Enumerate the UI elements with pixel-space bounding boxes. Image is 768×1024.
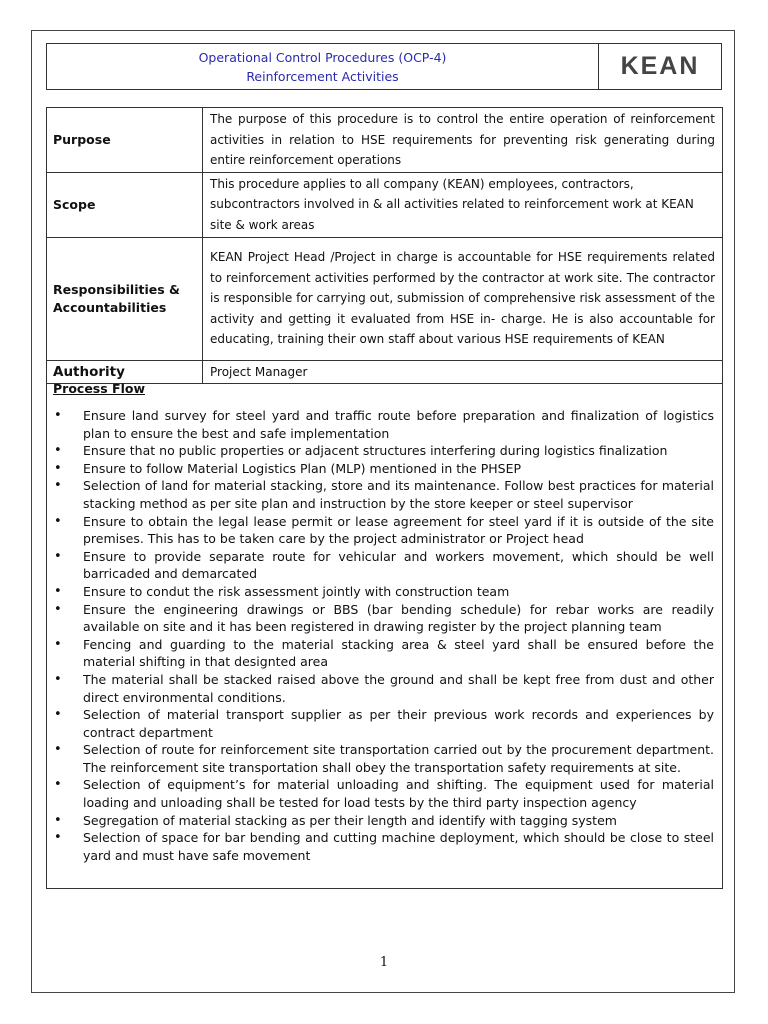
list-item: • Selection of route for reinforcement site transportation carried out by the procurement department. The reinforcement site transportation shall obey the transportation safety requirements at site. bbox=[47, 741, 722, 776]
purpose-value: The purpose of this procedure is to control the entire operation of reinforcement activities in relation to HSE requirements for preventing risk generating during entire reinforcement operations bbox=[203, 108, 723, 173]
process-flow-title: Process Flow bbox=[53, 381, 145, 396]
logo-cell bbox=[599, 44, 721, 89]
header-title bbox=[47, 44, 599, 89]
list-item: • Ensure land survey for steel yard and traffic route before preparation and finalization of logistics plan to ensure the best and safe implementation bbox=[47, 407, 722, 442]
purpose-label: Purpose bbox=[47, 108, 203, 173]
list-item: • Selection of space for bar bending and cutting machine deployment, which should be close to steel yard and must have safe movement bbox=[47, 829, 722, 864]
authority-value: Project Manager bbox=[203, 360, 723, 384]
header-title-line1: Operational Control Procedures (OCP-4) bbox=[198, 49, 447, 65]
scope-label: Scope bbox=[47, 172, 203, 237]
list-item: • Ensure that no public properties or adjacent structures interfering during logistics finalization bbox=[47, 442, 722, 460]
table-row-scope bbox=[47, 172, 723, 237]
list-item: • Ensure to provide separate route for vehicular and workers movement, which should be well barricaded and demarcated bbox=[47, 548, 722, 583]
list-item: • Ensure to condut the risk assessment jointly with construction team bbox=[47, 583, 722, 601]
table-row-purpose bbox=[47, 108, 723, 173]
list-item: • Ensure the engineering drawings or BBS (bar bending schedule) for rebar works are readily available on site and it has been registered in drawing register by the project planning team bbox=[47, 601, 722, 636]
header-title-line2: Reinforcement Activities bbox=[246, 68, 399, 84]
list-item: • Selection of material transport supplier as per their previous work records and experiences by contract department bbox=[47, 706, 722, 741]
info-table bbox=[46, 107, 723, 384]
table-row-responsibilities bbox=[47, 237, 723, 360]
list-item: • Ensure to follow Material Logistics Plan (MLP) mentioned in the PHSEP bbox=[47, 460, 722, 478]
scope-value: This procedure applies to all company (KEAN) employees, contractors, subcontractors involved in & all activities related to reinforcement work at KEAN site & work areas bbox=[203, 172, 723, 237]
page-number: 1 bbox=[379, 955, 389, 970]
list-item: • Segregation of material stacking as per their length and identify with tagging system bbox=[47, 812, 722, 830]
responsibilities-value: KEAN Project Head /Project in charge is accountable for HSE requirements related to reinforcement activities performed by the contractor at work site. The contractor is responsible for carrying out, submission of comprehensive risk assessment of the activity and getting it evaluated from HSE in- charge. He is also accountable for educating, training their own staff about various HSE requirements of KEAN bbox=[203, 237, 723, 360]
document-header bbox=[46, 43, 722, 90]
process-flow-list bbox=[47, 407, 722, 864]
list-item: • Ensure to obtain the legal lease permit or lease agreement for steel yard if it is outside of the site premises. This has to be taken care by the project administrator or Project head bbox=[47, 513, 722, 548]
list-item: • Selection of land for material stacking, store and its maintenance. Follow best practices for material stacking method as per site plan and instruction by the store keeper or steel supervisor bbox=[47, 477, 722, 512]
process-flow-section bbox=[46, 374, 723, 889]
list-item: • The material shall be stacked raised above the ground and shall be kept free from dust and other direct environmental conditions. bbox=[47, 671, 722, 706]
responsibilities-label: Responsibilities & Accountabilities bbox=[47, 237, 203, 360]
list-item: • Selection of equipment’s for material unloading and shifting. The equipment used for material loading and unloading shall be tested for load tests by the third party inspection agency bbox=[47, 776, 722, 811]
authority-label: Authority bbox=[47, 360, 203, 384]
kean-logo: KEAN bbox=[620, 52, 700, 80]
list-item: • Fencing and guarding to the material stacking area & steel yard shall be ensured before the material shifting in that designted area bbox=[47, 636, 722, 671]
